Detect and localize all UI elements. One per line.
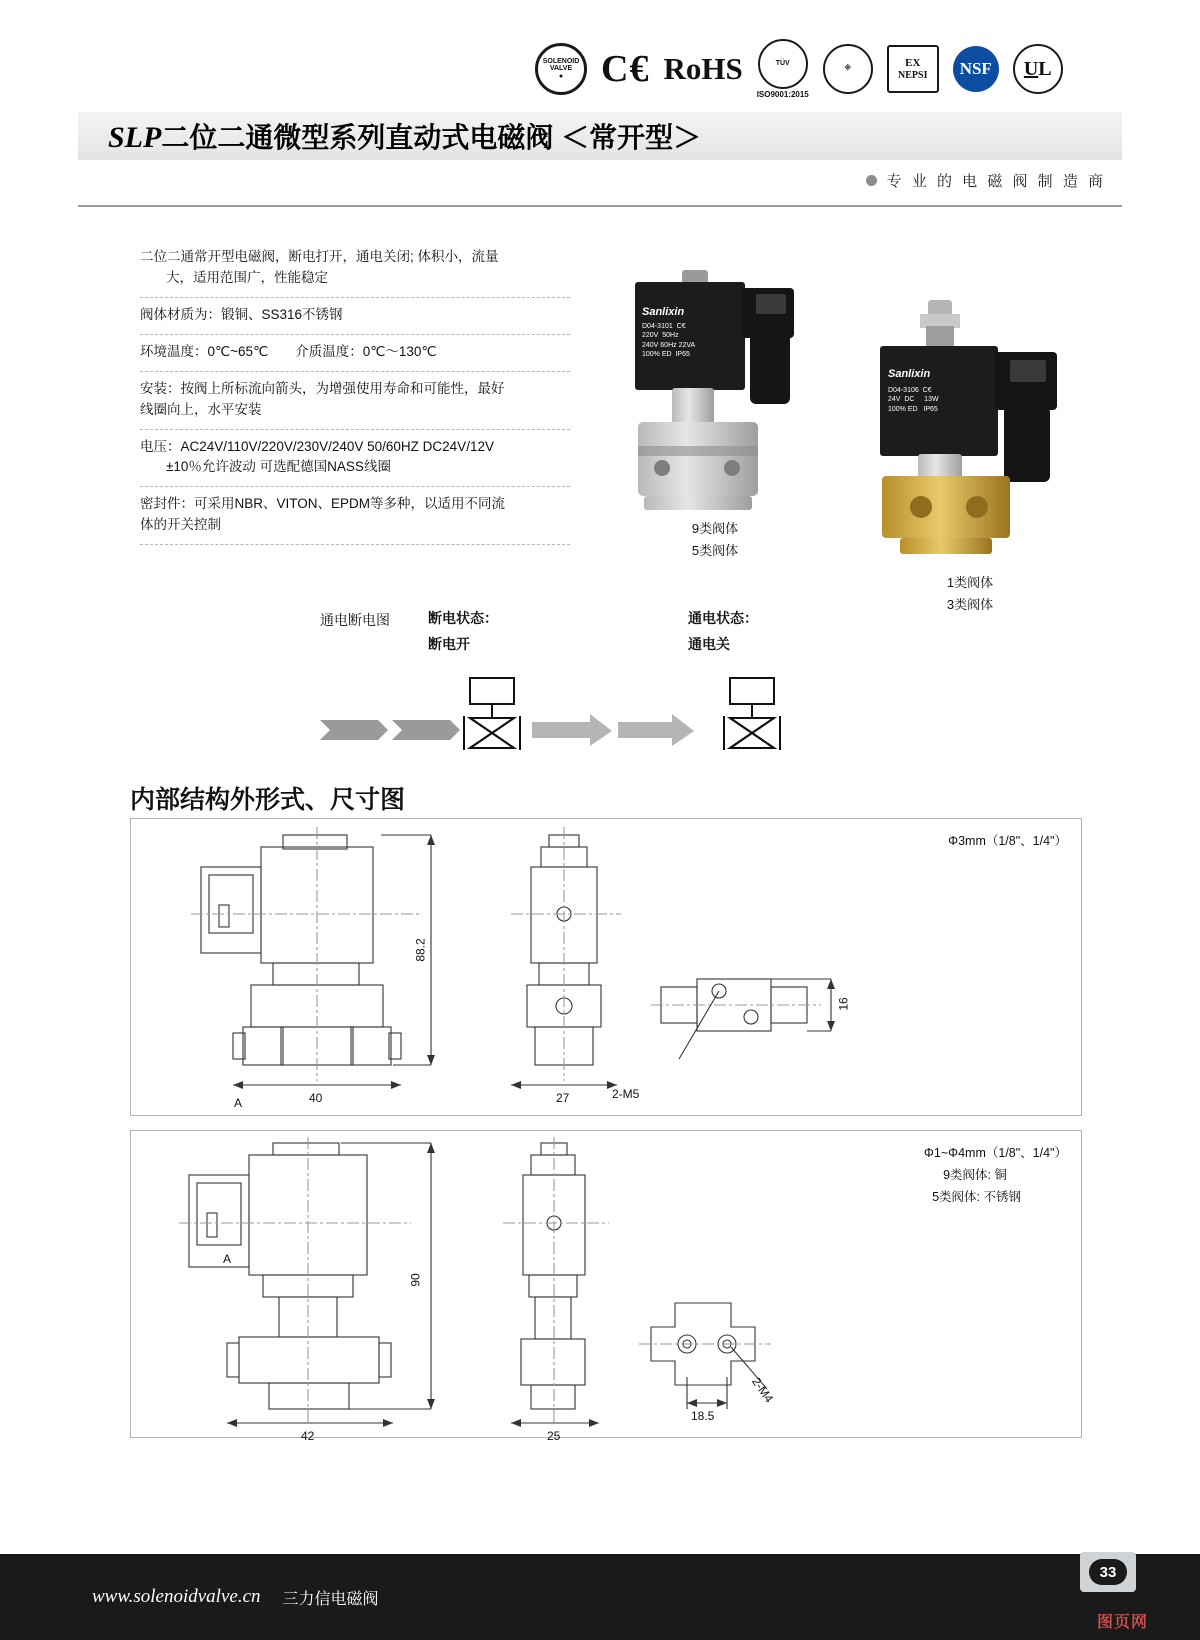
spec-line: 二位二通常开型电磁阀，断电打开，通电关闭; 体积小，流量	[140, 249, 499, 264]
page-title-text: 二位二通微型系列直动式电磁阀 ＜常开型＞	[161, 122, 702, 153]
spec-item	[140, 430, 570, 488]
state-on-title: 通电状态：	[688, 610, 758, 626]
spec-list	[140, 240, 570, 545]
state-off-title: 断电状态：	[428, 610, 498, 626]
drawing-2-top-width: 18.5	[691, 1409, 715, 1423]
spec-line-2: 体的开关控制	[140, 517, 221, 533]
valve-photo-stainless-caption-1: 9类阀体	[691, 521, 739, 536]
dimension-drawing-1	[130, 818, 1082, 1116]
watermark: 图页网	[1096, 1614, 1148, 1631]
spec-item	[140, 372, 570, 430]
ccc-cert-icon: ※	[823, 44, 873, 94]
spec-line: 密封件：可采用NBR、VITON、EPDM等多种，以适用不同流	[140, 496, 506, 512]
svg-text:A: A	[234, 1096, 243, 1110]
valve-photo-stainless	[620, 270, 820, 530]
coil-label: D04-3101 C€ 220V 50Hz 240V 60Hz 22VA 100% ED IP65	[642, 323, 696, 359]
drawing-1-note: Φ3mm（1/8"、1/4"）	[948, 834, 1067, 848]
operation-symbol-area	[300, 600, 1000, 760]
solenoid-valve-cert-icon: SOLENOID VALVE ●	[535, 43, 587, 95]
valve-photo-brass-caption-2: 3类阀体	[946, 597, 994, 612]
valve-photo-brass	[870, 300, 1080, 570]
drawing-2-thread: 2-M4	[749, 1374, 777, 1406]
subtitle: 专 业 的 电 磁 阀 制 造 商	[886, 172, 1106, 190]
dimension-drawing-2	[130, 1130, 1082, 1443]
spec-line: 阀体材质为：锻铜、SS316不锈钢	[140, 306, 343, 322]
valve-photo-stainless-caption-2: 5类阀体	[691, 543, 739, 558]
symbol-section-title: 通电断电图	[320, 612, 390, 628]
drawing-1-height: 88.2	[413, 938, 428, 962]
drawing-1-top-height: 16	[836, 997, 851, 1011]
valve-symbol-diagrams	[300, 600, 1000, 760]
page-number: 33	[1089, 1559, 1127, 1585]
bullet-icon	[866, 175, 877, 186]
section-heading: 内部结构外形式、尺寸图	[130, 786, 406, 814]
spec-line: 安装：按阀上所标流向箭头，为增强使用寿命和可能性，最好	[140, 380, 505, 396]
footer-url[interactable]: www.solenoidvalve.cn	[92, 1586, 261, 1607]
certification-strip	[535, 38, 1200, 100]
spec-item	[140, 240, 570, 298]
drawing-2-note-2: 9类阀体: 铜	[943, 1168, 1007, 1182]
rohs-mark-icon: RoHS	[663, 51, 743, 86]
drawing-1-svg	[131, 819, 1079, 1113]
spec-item	[140, 335, 570, 372]
ex-nepsi-icon: EX NEPSI	[887, 45, 939, 93]
nsf-mark-icon: NSF	[953, 46, 999, 92]
drawing-1-side-width: 27	[556, 1091, 570, 1105]
brand-mark: Sanlixin	[642, 306, 685, 318]
page-title	[108, 116, 701, 156]
drawing-2-svg	[131, 1131, 1079, 1435]
spec-item	[140, 298, 570, 335]
page-number-badge	[1080, 1552, 1136, 1592]
spec-line-2: 线圈向上，水平安装	[140, 401, 262, 417]
spec-line-2: ±10％允许波动 可选配德国NASS线圈	[166, 459, 391, 475]
drawing-1-front-width: 40	[309, 1091, 323, 1105]
svg-text:A: A	[223, 1252, 232, 1266]
page-footer	[0, 1554, 1200, 1640]
spec-item	[140, 487, 570, 545]
subtitle-row	[78, 160, 1122, 200]
drawing-2-side-width: 25	[547, 1429, 561, 1443]
drawing-2-height: 90	[408, 1273, 423, 1287]
ul-mark-icon: U L	[1013, 44, 1063, 94]
drawing-1-thread: 2-M5	[612, 1087, 640, 1101]
spec-line-2: 大，适用范围广，性能稳定	[166, 269, 328, 285]
drawing-2-note: Φ1~Φ4mm（1/8"、1/4"）	[923, 1146, 1067, 1160]
page-title-band	[78, 112, 1122, 160]
footer-company: 三力信电磁阀	[282, 1590, 379, 1608]
coil-label: D04-3106 C€ 24V DC 13W 100% ED IP65	[888, 387, 939, 413]
iso-tuv-icon: TÜV ISO9001:2015	[757, 39, 809, 99]
spec-line: 电压：AC24V/110V/220V/230V/240V 50/60HZ DC24V/12V	[140, 438, 494, 454]
state-on-value: 通电关	[688, 636, 730, 652]
header-divider	[78, 205, 1122, 207]
valve-photo-brass-caption-1: 1类阀体	[946, 575, 994, 590]
brand-mark: Sanlixin	[888, 368, 931, 380]
drawing-2-front-width: 42	[301, 1429, 315, 1443]
state-off-value: 断电开	[428, 636, 470, 652]
model-code: SLP	[108, 121, 162, 154]
spec-line: 环境温度：0℃~65℃ 介质温度：0℃～130℃	[140, 343, 437, 359]
ce-mark-icon: C€	[601, 48, 650, 90]
drawing-2-note-3: 5类阀体: 不锈钢	[932, 1190, 1021, 1204]
